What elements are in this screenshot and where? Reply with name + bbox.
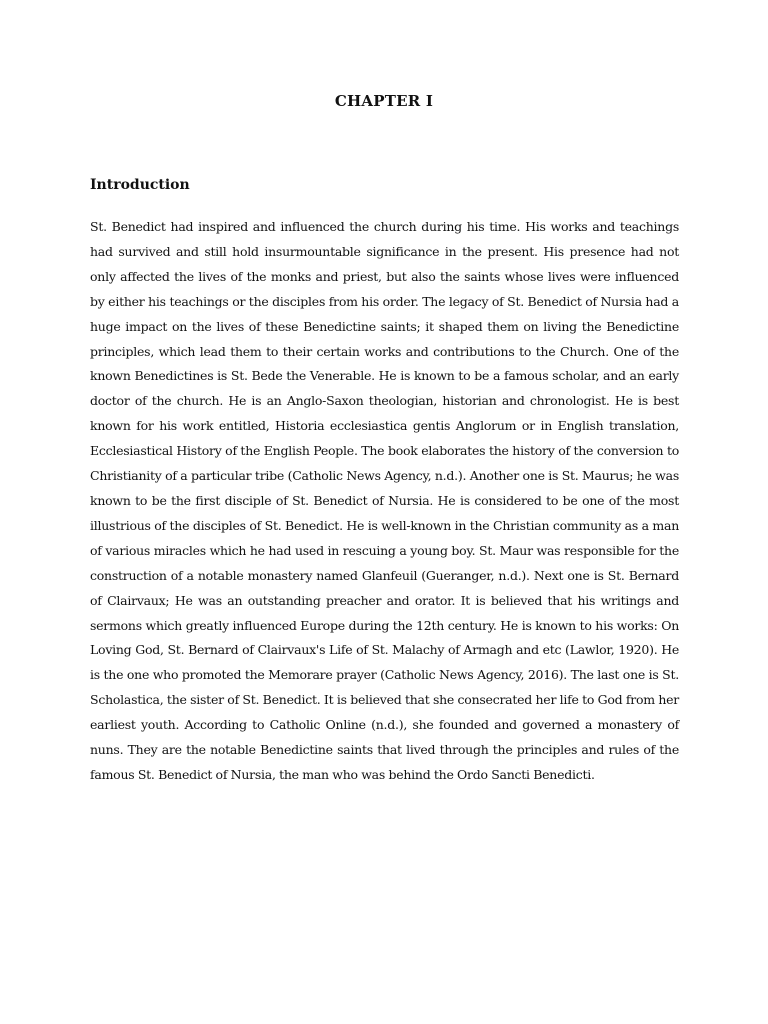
section-heading: Introduction	[90, 177, 190, 193]
chapter-title: CHAPTER I	[334, 92, 434, 110]
body-paragraph: St. Benedict had inspired and influenced the church during his time. His works and teachings had survived and still hold insurmountable significance in the present. His presence had not only affected the lives of the monks and priest, but also the saints whose lives were influenced by either his teachings or the disciples from his order. The legacy of St. Benedict of Nursia had a huge impact on the lives of these Benedictine saints; it shaped them on living the Benedictine principles, which lead them to their certain works and contributions to the Church. One of the known Benedictines is St. Bede the Venerable. He is known to be a famous scholar, and an early doctor of the church. He is an Anglo-Saxon theologian, historian and chronologist. He is best known for his work entitled, Historia ecclesiastica gentis Anglorum or in English translation, Ecclesiastical History of the English People. The book elaborates the history of the conversion to Christianity of a particular tribe (Catholic News Agency, n.d.). Another one is St. Maurus; he was known to be the first disciple of St. Benedict of Nursia. He is considered to be one of the most illustrious of the disciples of St. Benedict. He is well-known in the Christian community as a man of various miracles which he had used in rescuing a young boy. St. Maur was responsible for the construction of a notable monastery named Glanfeuil (Gueranger, n.d.). Next one is St. Bernard of Clairvaux; He was an outstanding preacher and orator. It is believed that his writings and sermons which greatly influenced Europe during the 12th century. He is known to his works: On Loving God, St. Bernard of Clairvaux's Life of St. Malachy of Armagh and etc (Lawlor, 1920). He is the one who promoted the Memorare prayer (Catholic News Agency, 2016). The last one is St. Scholastica, the sister of St. Benedict. It is believed that she consecrated her life to God from her earliest youth. According to Catholic Online (n.d.), she founded and governed a monastery of nuns. They are the notable Benedictine saints that lived through the principles and rules of the famous St. Benedict of Nursia, the man who was behind the Ordo Sancti Benedicti.	[90, 219, 679, 782]
